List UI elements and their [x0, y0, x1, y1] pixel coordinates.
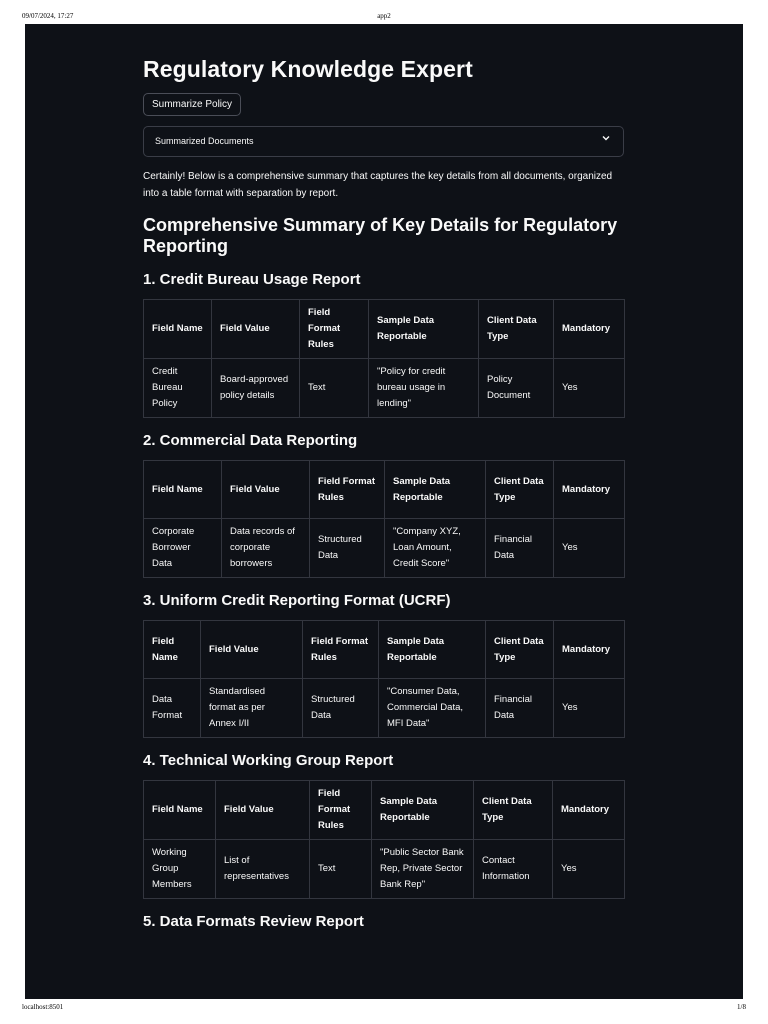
column-header: Client Data Type: [486, 621, 554, 679]
column-header: Client Data Type: [479, 300, 554, 359]
column-header: Sample Data Reportable: [385, 461, 486, 519]
table-cell: Credit Bureau Policy: [144, 359, 212, 418]
table-cell: Data Format: [144, 679, 201, 738]
report-table: [143, 460, 625, 578]
column-header: Mandatory: [554, 621, 625, 679]
table-row: [144, 679, 625, 738]
column-header: Field Format Rules: [300, 300, 369, 359]
column-header: Field Value: [222, 461, 310, 519]
table-cell: "Policy for credit bureau usage in lending": [369, 359, 479, 418]
column-header: Field Name: [144, 621, 201, 679]
table-cell: Working Group Members: [144, 840, 216, 899]
table-cell: Text: [310, 840, 372, 899]
report-table: [143, 620, 625, 738]
column-header: Sample Data Reportable: [379, 621, 486, 679]
table-cell: Policy Document: [479, 359, 554, 418]
print-page-number: 1/8: [737, 1003, 746, 1011]
table-cell: Yes: [554, 519, 625, 578]
column-header: Mandatory: [554, 461, 625, 519]
column-header: Field Format Rules: [303, 621, 379, 679]
table-row: [144, 359, 625, 418]
print-header: [22, 12, 746, 22]
print-footer: [22, 1003, 746, 1013]
table-cell: Yes: [554, 359, 625, 418]
section-title: 5. Data Formats Review Report: [143, 913, 364, 930]
column-header: Field Name: [144, 781, 216, 840]
table-cell: "Consumer Data, Commercial Data, MFI Data": [379, 679, 486, 738]
section-title: 1. Credit Bureau Usage Report: [143, 271, 361, 288]
column-header: Client Data Type: [474, 781, 553, 840]
summarize-policy-button[interactable]: Summarize Policy: [143, 93, 241, 116]
table-cell: "Public Sector Bank Rep, Private Sector Bank Rep": [372, 840, 474, 899]
print-tab-title: app2: [377, 12, 391, 20]
table-cell: Contact Information: [474, 840, 553, 899]
summarized-documents-expander[interactable]: [143, 126, 624, 157]
table-cell: "Company XYZ, Loan Amount, Credit Score": [385, 519, 486, 578]
report-table: [143, 780, 625, 899]
page-title: Regulatory Knowledge Expert: [143, 56, 473, 82]
table-cell: Text: [300, 359, 369, 418]
table-row: [144, 519, 625, 578]
column-header: Client Data Type: [486, 461, 554, 519]
column-header: Mandatory: [554, 300, 625, 359]
table-cell: Financial Data: [486, 679, 554, 738]
column-header: Field Value: [216, 781, 310, 840]
column-header: Field Name: [144, 300, 212, 359]
table-cell: Data records of corporate borrowers: [222, 519, 310, 578]
summary-heading: Comprehensive Summary of Key Details for Regulatory Reporting: [143, 215, 618, 256]
expander-label: Summarized Documents: [155, 136, 254, 146]
section-title: 2. Commercial Data Reporting: [143, 432, 358, 449]
table-cell: Yes: [554, 679, 625, 738]
app-container: [25, 24, 743, 999]
table-cell: Structured Data: [310, 519, 385, 578]
table-cell: Standardised format as per Annex I/II: [201, 679, 303, 738]
table-header-row: [144, 300, 625, 359]
table-row: [144, 840, 625, 899]
column-header: Field Value: [212, 300, 300, 359]
print-url: localhost:8501: [22, 1003, 64, 1011]
column-header: Mandatory: [553, 781, 625, 840]
table-cell: Corporate Borrower Data: [144, 519, 222, 578]
column-header: Field Format Rules: [310, 461, 385, 519]
table-cell: List of representatives: [216, 840, 310, 899]
intro-text: Certainly! Below is a comprehensive summary that captures the key details from all documents, organized into a table format with separation by report.: [143, 171, 613, 199]
table-header-row: [144, 621, 625, 679]
section-title: 3. Uniform Credit Reporting Format (UCRF): [143, 592, 451, 609]
table-cell: Board-approved policy details: [212, 359, 300, 418]
table-header-row: [144, 461, 625, 519]
column-header: Field Value: [201, 621, 303, 679]
table-cell: Financial Data: [486, 519, 554, 578]
column-header: Sample Data Reportable: [369, 300, 479, 359]
chevron-down-icon: [601, 133, 611, 146]
main-content: [143, 54, 624, 941]
section-title: 4. Technical Working Group Report: [143, 752, 394, 769]
column-header: Sample Data Reportable: [372, 781, 474, 840]
column-header: Field Format Rules: [310, 781, 372, 840]
table-cell: Structured Data: [303, 679, 379, 738]
table-cell: Yes: [553, 840, 625, 899]
print-datetime: 09/07/2024, 17:27: [22, 12, 74, 20]
report-table: [143, 299, 625, 418]
table-header-row: [144, 781, 625, 840]
column-header: Field Name: [144, 461, 222, 519]
